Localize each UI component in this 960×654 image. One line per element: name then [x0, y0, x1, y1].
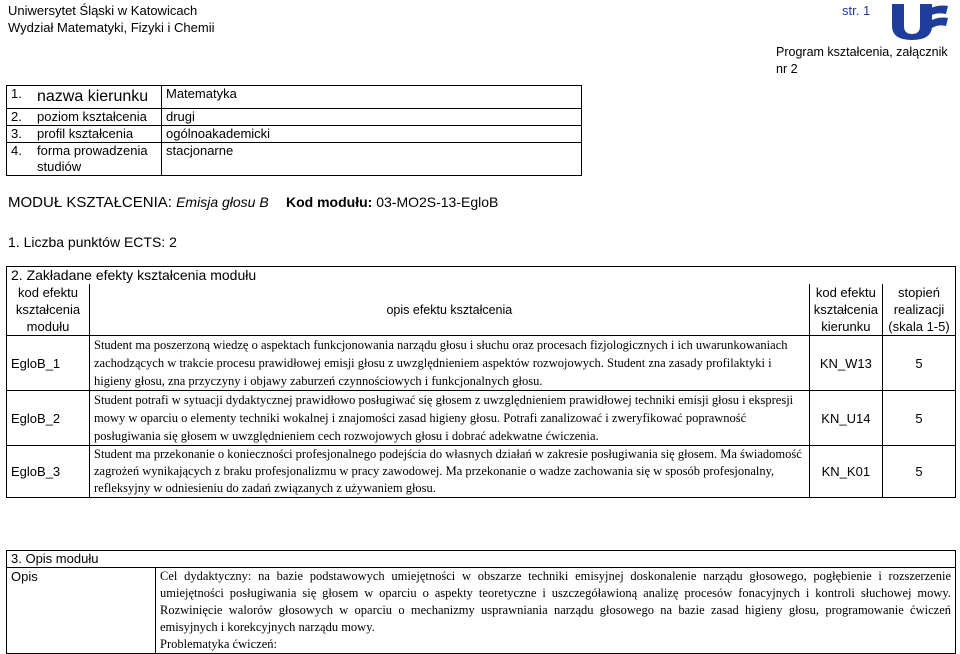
- header-direction-code: kod efektu kształcenia kierunku: [809, 284, 882, 336]
- row-number: 4.: [7, 143, 34, 176]
- row-label: nazwa kierunku: [33, 86, 162, 109]
- table-title-row: [7, 267, 956, 285]
- program-annex: Program kształcenia, załącznik nr 2: [776, 45, 948, 76]
- module-label: MODUŁ KSZTAŁCENIA:: [8, 194, 172, 211]
- row-label: profil kształcenia: [33, 126, 162, 143]
- row-number: 1.: [7, 86, 34, 109]
- row-number: 3.: [7, 126, 34, 143]
- outcome-code: EgloB_2: [7, 391, 90, 446]
- description-content: [156, 568, 956, 654]
- program-info-table: [6, 85, 582, 176]
- outcome-description: Student ma przekonanie o konieczności profesjonalnego podejścia do własnych działań w zakresie posługiwania się głosem. Ma świadomość zagrożeń wynikających z braku profesjonalizmu w pracy zawodowej. Ma przekonanie o wadze zachowania się w sposób profesjonalny, refleksyjny w odniesieniu do zadań związanych z używaniem głosu.: [90, 446, 810, 498]
- row-value: drugi: [162, 109, 582, 126]
- row-label: forma prowadzenia studiów: [33, 143, 162, 176]
- info-row: [7, 86, 582, 109]
- description-title-row: [7, 551, 956, 568]
- realization-level: 5: [883, 446, 956, 498]
- module-description-table: [6, 550, 956, 654]
- realization-level: 5: [883, 336, 956, 391]
- outcomes-title: 2. Zakładane efekty kształcenia modułu: [7, 267, 956, 285]
- module-code-line: [286, 194, 498, 210]
- module-line: [8, 194, 269, 211]
- description-title: 3. Opis modułu: [7, 551, 956, 568]
- row-value: ogólnoakademicki: [162, 126, 582, 143]
- module-code: 03-MO2S-13-EgloB: [376, 194, 499, 210]
- outcome-description: Student potrafi w sytuacji dydaktycznej prawidłowo posługiwać się głosem z uwzględnieniem prawidłowej techniki emisji głosu i ekspresji mowy w oparciu o elementy techniki wokalnej i znajomości zasad higieny głosu. Potrafi zanalizować i zweryfikować poprawność posługiwania się głosem w uwzględnieniem cech rozwojowych głosu i dobrać adekwatne ćwiczenia.: [90, 391, 810, 446]
- direction-code: KN_K01: [809, 446, 882, 498]
- outcome-description: Student ma poszerzoną wiedzę o aspektach funkcjonowania narządu głosu i słuchu oraz procesach fizjologicznych i ich uwarunkowaniach zachodzących w trakcie procesu prawidłowej emisji głosu z uwzględnieniem aspektów rozwojowych. Student zna zasady profilaktyki i higieny głosu, zna przyczyny i objawy zaburzeń czynnościowych i funkcjonalnych głosu.: [90, 336, 810, 391]
- row-value: Matematyka: [162, 86, 582, 109]
- university-name: Uniwersytet Śląski w Katowicach: [8, 3, 198, 18]
- ects-value: 2: [169, 234, 177, 250]
- table-header-row: [7, 284, 956, 336]
- row-label: poziom kształcenia: [33, 109, 162, 126]
- page-number: str. 1: [842, 3, 871, 18]
- info-row: [7, 126, 582, 143]
- info-row: [7, 109, 582, 126]
- table-row: [7, 336, 956, 391]
- learning-outcomes-table: [6, 266, 956, 498]
- exercise-topics: Problematyka ćwiczeń:: [160, 637, 277, 651]
- header-description: opis efektu kształcenia: [90, 284, 810, 336]
- header-level: stopień realizacji (skala 1-5): [883, 284, 956, 336]
- university-logo-icon: [888, 2, 950, 42]
- outcome-code: EgloB_3: [7, 446, 90, 498]
- header-module-code: kod efektu kształcenia modułu: [7, 284, 90, 336]
- module-code-label: Kod modułu:: [286, 194, 373, 210]
- description-row: [7, 568, 956, 654]
- module-name: Emisja głosu B: [176, 194, 269, 210]
- ects-line: [8, 234, 177, 250]
- direction-code: KN_W13: [809, 336, 882, 391]
- ects-label: 1. Liczba punktów ECTS:: [8, 234, 166, 250]
- description-text: Cel dydaktyczny: na bazie podstawowych umiejętności w obszarze techniki emisyjnej doskonalenie narządu głosowego, pogłębienie i rozszerzenie umiejętności posługiwania się głosem w oparciu o aspekty teoretyczne i uszczegóławioną analizę procesów fonacyjnych i kontroli słuchowej mowy. Rozwinięcie walorów głosowych w oparciu o mechanizmy usprawniania narządu głosowego na bazie zasad higieny głosu, programowanie ćwiczeń emisyjnych i korekcyjnych narządu mowy.: [160, 569, 951, 634]
- description-label: Opis: [7, 568, 156, 654]
- table-row: [7, 446, 956, 498]
- realization-level: 5: [883, 391, 956, 446]
- row-value: stacjonarne: [162, 143, 582, 176]
- outcome-code: EgloB_1: [7, 336, 90, 391]
- row-number: 2.: [7, 109, 34, 126]
- faculty-name: Wydział Matematyki, Fizyki i Chemii: [8, 20, 215, 35]
- info-row: [7, 143, 582, 176]
- direction-code: KN_U14: [809, 391, 882, 446]
- table-row: [7, 391, 956, 446]
